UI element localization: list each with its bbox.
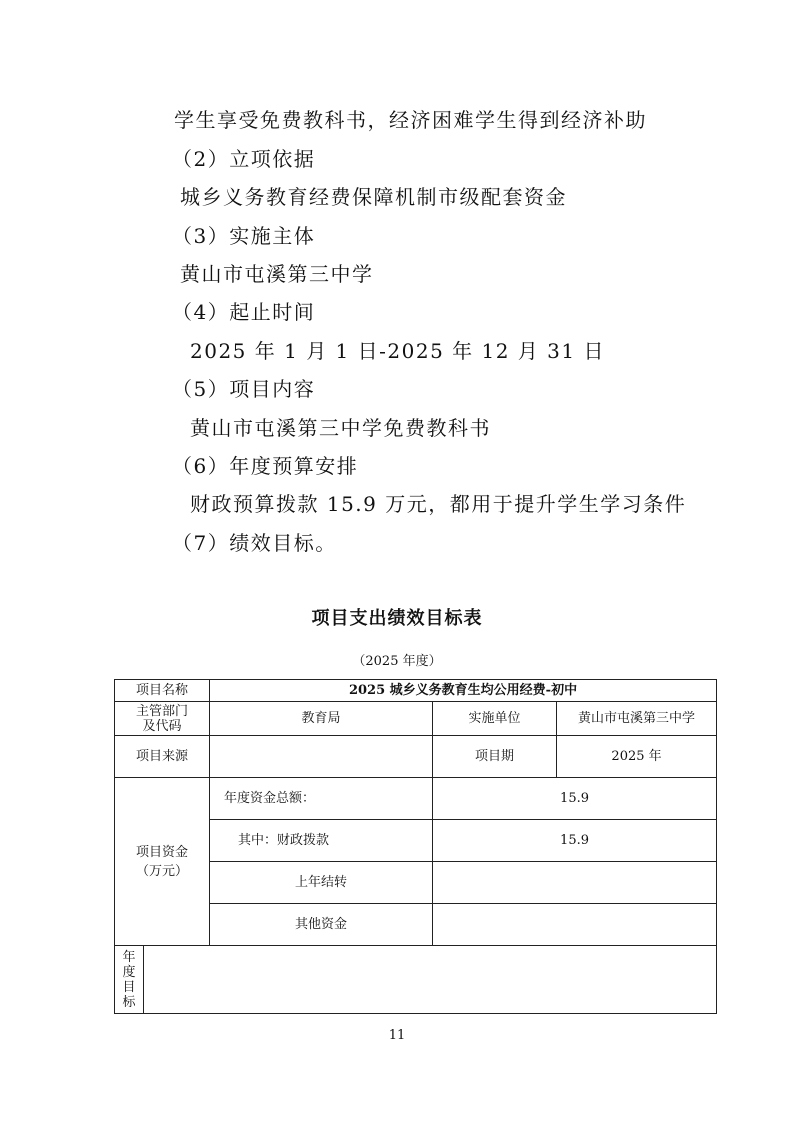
body-line-11: 财政预算拨款 15.9 万元，都用于提升学生学习条件 xyxy=(190,492,687,516)
project-name-label: 项目名称 xyxy=(115,680,210,702)
fiscal-appropriation-value: 15.9 xyxy=(433,820,717,862)
project-funds-title: 项目资金 xyxy=(136,844,189,860)
body-line-4: （3）实施主体 xyxy=(172,224,316,248)
table-row xyxy=(115,946,717,1014)
annual-goal-char: 标 xyxy=(122,994,136,1010)
project-funds-label xyxy=(115,778,210,946)
body-line-9: 黄山市屯溪第三中学免费教科书 xyxy=(190,416,491,440)
annual-goal-char: 年 xyxy=(122,949,136,965)
project-source-label: 项目来源 xyxy=(115,736,210,778)
table-row xyxy=(115,702,717,736)
impl-unit-label: 实施单位 xyxy=(433,702,557,736)
project-period-value: 2025 年 xyxy=(557,736,717,778)
last-year-carryover-value xyxy=(433,862,717,904)
annual-goal-label xyxy=(115,946,144,1014)
table-subtitle: （2025 年度） xyxy=(352,654,442,669)
project-funds-unit: （万元） xyxy=(136,863,189,879)
body-line-2: （2）立项依据 xyxy=(172,147,316,171)
page-number: 11 xyxy=(388,1028,406,1043)
table-title: 项目支出绩效目标表 xyxy=(311,608,483,629)
fiscal-appropriation-label: 其中：财政拨款 xyxy=(210,820,433,862)
impl-unit-value: 黄山市屯溪第三中学 xyxy=(557,702,717,736)
body-line-12: （7）绩效目标。 xyxy=(172,531,337,555)
body-line-5: 黄山市屯溪第三中学 xyxy=(180,262,374,286)
project-period-label: 项目期 xyxy=(433,736,557,778)
dept-label-line-1: 主管部门 xyxy=(136,703,189,719)
annual-goal-value xyxy=(144,946,717,1014)
dept-label xyxy=(115,702,210,736)
table-row xyxy=(115,778,717,820)
annual-goal-char: 度 xyxy=(122,964,136,980)
body-line-7: 2025 年 1 月 1 日-2025 年 12 月 31 日 xyxy=(190,339,605,363)
last-year-carryover-label: 上年结转 xyxy=(210,862,433,904)
dept-value: 教育局 xyxy=(210,702,433,736)
body-line-10: （6）年度预算安排 xyxy=(172,454,359,478)
total-funds-label: 年度资金总额： xyxy=(210,778,433,820)
performance-target-table xyxy=(114,679,717,1014)
project-source-value xyxy=(210,736,433,778)
other-funds-value xyxy=(433,904,717,946)
table-row xyxy=(115,680,717,702)
total-funds-value: 15.9 xyxy=(433,778,717,820)
body-line-1: 学生享受免费教科书，经济困难学生得到经济补助 xyxy=(174,108,647,132)
dept-label-line-2: 及代码 xyxy=(142,718,182,734)
annual-goal-char: 目 xyxy=(122,979,136,995)
body-line-6: （4）起止时间 xyxy=(172,300,316,324)
body-line-8: （5）项目内容 xyxy=(172,377,316,401)
other-funds-label: 其他资金 xyxy=(210,904,433,946)
project-name-value: 2025 城乡义务教育生均公用经费-初中 xyxy=(210,680,717,702)
body-line-3: 城乡义务教育经费保障机制市级配套资金 xyxy=(180,185,567,209)
table-row xyxy=(115,736,717,778)
